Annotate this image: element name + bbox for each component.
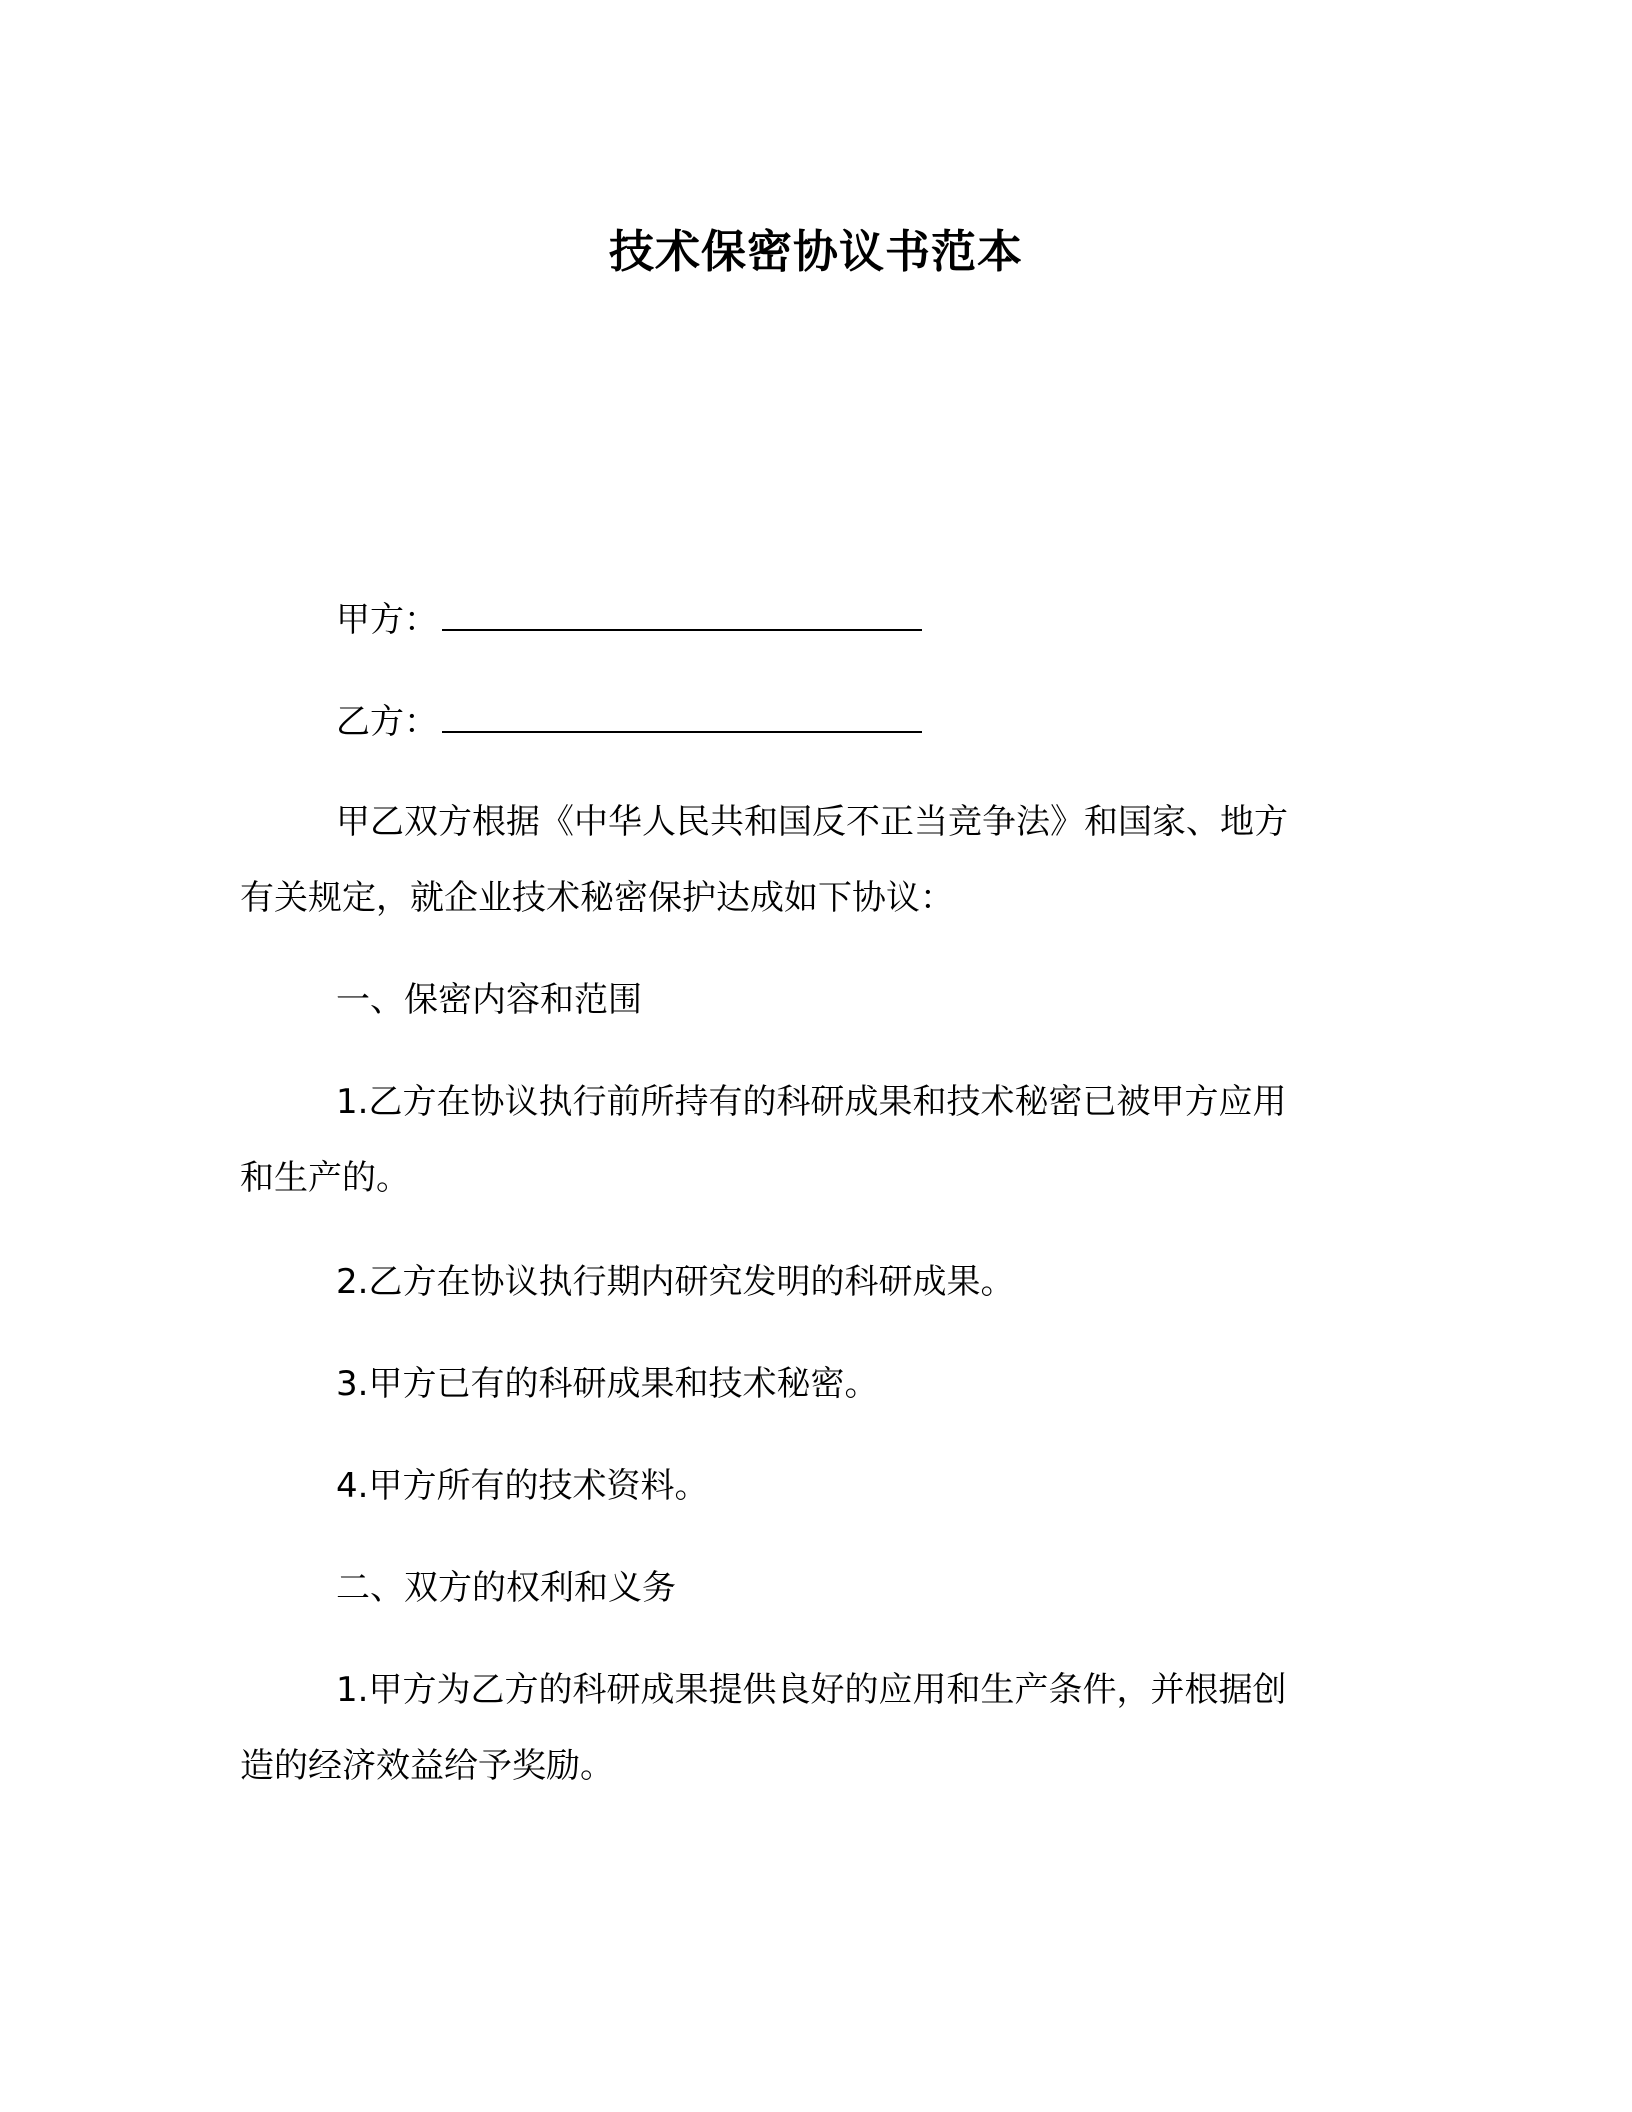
section-2-heading: 二、双方的权利和义务 (336, 1568, 676, 1608)
party-b-blank (442, 697, 922, 733)
section-1-heading: 一、保密内容和范围 (336, 980, 642, 1020)
intro-paragraph-line-2: 有关规定，就企业技术秘密保护达成如下协议： (240, 878, 954, 918)
section-1-item-1-line-1: 1.乙方在协议执行前所持有的科研成果和技术秘密已被甲方应用 (336, 1082, 1287, 1122)
party-b-line (240, 684, 1476, 760)
section-1-item-4: 4.甲方所有的技术资料。 (336, 1466, 709, 1506)
section-1-item-2: 2.乙方在协议执行期内研究发明的科研成果。 (336, 1262, 1015, 1302)
section-1-item-3: 3.甲方已有的科研成果和技术秘密。 (336, 1364, 879, 1404)
party-a-label: 甲方： (336, 600, 438, 640)
intro-paragraph-line-1: 甲乙双方根据《中华人民共和国反不正当竞争法》和国家、地方 (336, 802, 1288, 842)
party-b-label: 乙方： (336, 702, 438, 742)
section-2-item-1-line-1: 1.甲方为乙方的科研成果提供良好的应用和生产条件，并根据创 (336, 1670, 1287, 1710)
party-a-blank (442, 595, 922, 631)
party-a-line (240, 582, 1476, 658)
section-1-item-1-line-2: 和生产的。 (240, 1158, 410, 1198)
section-2-item-1-line-2: 造的经济效益给予奖励。 (240, 1746, 614, 1786)
document-title: 技术保密协议书范本 (608, 225, 1023, 278)
